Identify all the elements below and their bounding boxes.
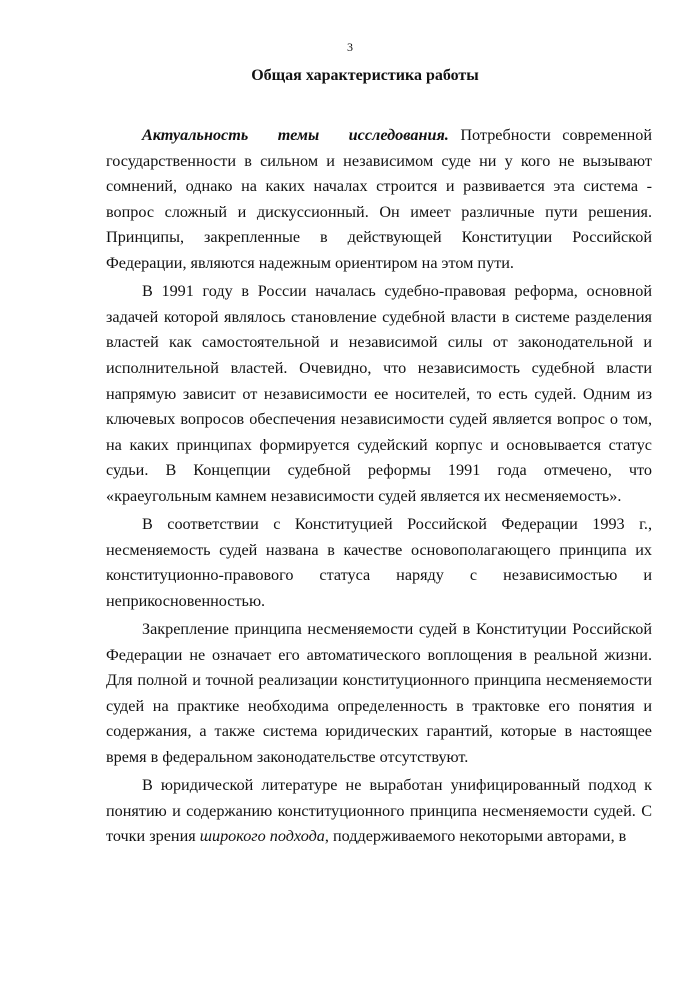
- paragraph-guarantees: Закрепление принципа несменяемости судей в Конституции Российской Федерации не означает его автоматического воплощения в реальной жизни. Для полной и точной реализации конституционного принципа несменяемости судей на практике необходима определенность в трактовке его понятия и содержания, а также система юридических гарантий, которые в настоящее время в федеральном законодательстве отсутствуют.: [106, 620, 652, 767]
- paragraph-relevance: [106, 123, 652, 277]
- paragraph-reform: В 1991 году в России началась судебно-правовая реформа, основной задачей которой являлось становление судебной власти в системе разделения властей как самостоятельной и независимой силы от законодательной и исполнительной властей. Очевидно, что независимость судебной власти напрямую зависит от независимости ее носителей, то есть судей. Одним из ключевых вопросов обеспечения независимости судей является вопрос о том, на каких принципах формируется судейский корпус и основывается статус судьи. В Концепции судебной реформы 1991 года отмечено, что «краеугольным камнем независимости судей является их несменяемость».: [106, 282, 652, 505]
- approaches-text-end: , поддерживаемого некоторыми авторами, в: [324, 827, 627, 846]
- paragraph-constitution: В соответствии с Конституцией Российской Федерации 1993 г., несменяемость судей названа в качестве основополагающего принципа их конституционно-правового статуса наряду с независимостью и неприкосновенностью.: [106, 515, 652, 610]
- page-title: Общая характеристика работы: [251, 67, 479, 84]
- broad-approach-term: широкого подхода: [199, 827, 325, 846]
- relevance-heading: Актуальность темы исследования.: [142, 126, 449, 144]
- paragraph-approaches: [106, 773, 652, 850]
- relevance-text: Потребности современной государственности в сильном и независимом суде ни у кого не вызывают сомнений, однако на каких началах строится и развивается эта система - вопрос сложный и дискуссионный. Он имеет различные пути решения. Принципы, закрепленные в действующей Конституции Российской Федерации, являются надежным ориентиром на этом пути.: [106, 126, 652, 272]
- approaches-text-start: В юридической литературе не выработан унифицированный подход к понятию и содержанию конституционного принципа несменяемости судей. С точки зрения: [106, 776, 652, 846]
- document-body: [106, 123, 652, 850]
- page-number: 3: [347, 40, 353, 54]
